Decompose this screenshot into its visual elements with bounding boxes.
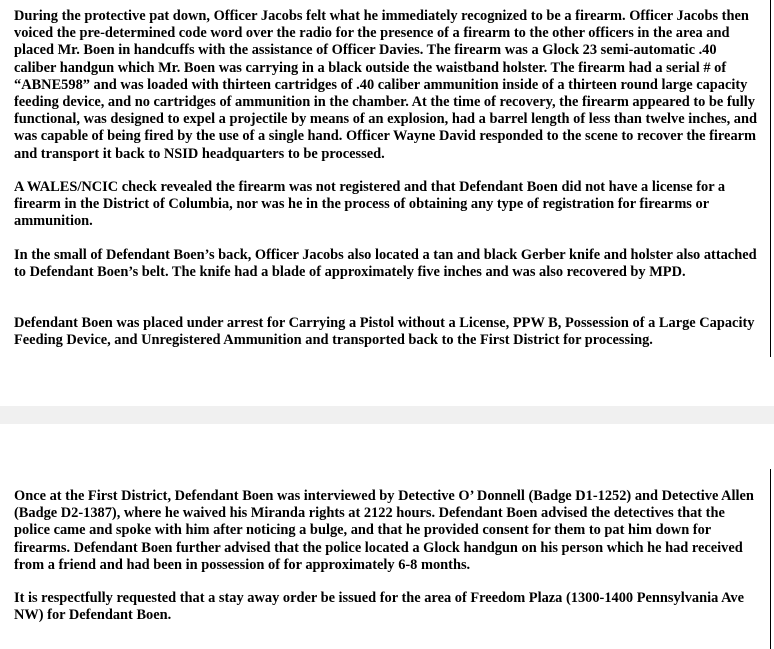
paragraph-knife-recovery: In the small of Defendant Boen’s back, Officer Jacobs also located a tan and black Gerber knife and holster also attached to Defendant Boen’s belt. The knife had a blade of approximately five inches and was also recovered by MPD. [14, 247, 757, 281]
paragraph-arrest-charges: Defendant Boen was placed under arrest for Carrying a Pistol without a License, PPW B, Possession of a Large Capacity Feeding Device, and Unregistered Ammunition and transported back to the First District for processing. [14, 315, 755, 349]
paragraph-stay-away-request: It is respectfully requested that a stay away order be issued for the area of Freedom Plaza (1300-1400 Pennsylvania Ave NW) for Defendant Boen. [14, 590, 744, 624]
paragraph-interview: Once at the First District, Defendant Boen was interviewed by Detective O’ Donnell (Badge D1-1252) and Detective Allen (Badge D2-1387), where he waived his Miranda rights at 2122 hours. Defendant Boen advised the detectives that the police came and spoke with him after noticing a bulge, and that he provided consent for them to pat him down for firearms. Defendant Boen further advised that the police located a Glock handgun on his person which he had received from a friend and had been in possession of for approximately 6-8 months. [14, 488, 754, 573]
paragraph-pat-down-firearm: During the protective pat down, Officer Jacobs felt what he immediately recognized to be a firearm. Officer Jacobs then voiced the pre-determined code word over the radio for the presence of a firearm to the other officers in the area and placed Mr. Boen in handcuffs with the assistance of Officer Davies. The firearm was a Glock 23 semi-automatic .40 caliber handgun which Mr. Boen was carrying in a black outside the waistband holster. The firearm had a serial # of “ABNE598” and was loaded with thirteen cartridges of .40 caliber ammunition inside of a thirteen round large capacity feeding device, and no cartridges of ammunition in the chamber. At the time of recovery, the firearm appeared to be fully functional, was designed to expel a projectile by means of an explosion, had a barrel length of less than twelve inches, and was capable of being fired by the use of a single hand. Officer Wayne David responded to the scene to recover the firearm and transport it back to NSID headquarters to be processed. [14, 8, 758, 162]
page-separator [0, 406, 774, 424]
document-page-bottom [0, 469, 771, 649]
paragraph-wales-ncic-check: A WALES/NCIC check revealed the firearm was not registered and that Defendant Boen did not have a license for a firearm in the District of Columbia, nor was he in the process of obtaining any type of registration for firearms or ammunition. [14, 179, 726, 230]
